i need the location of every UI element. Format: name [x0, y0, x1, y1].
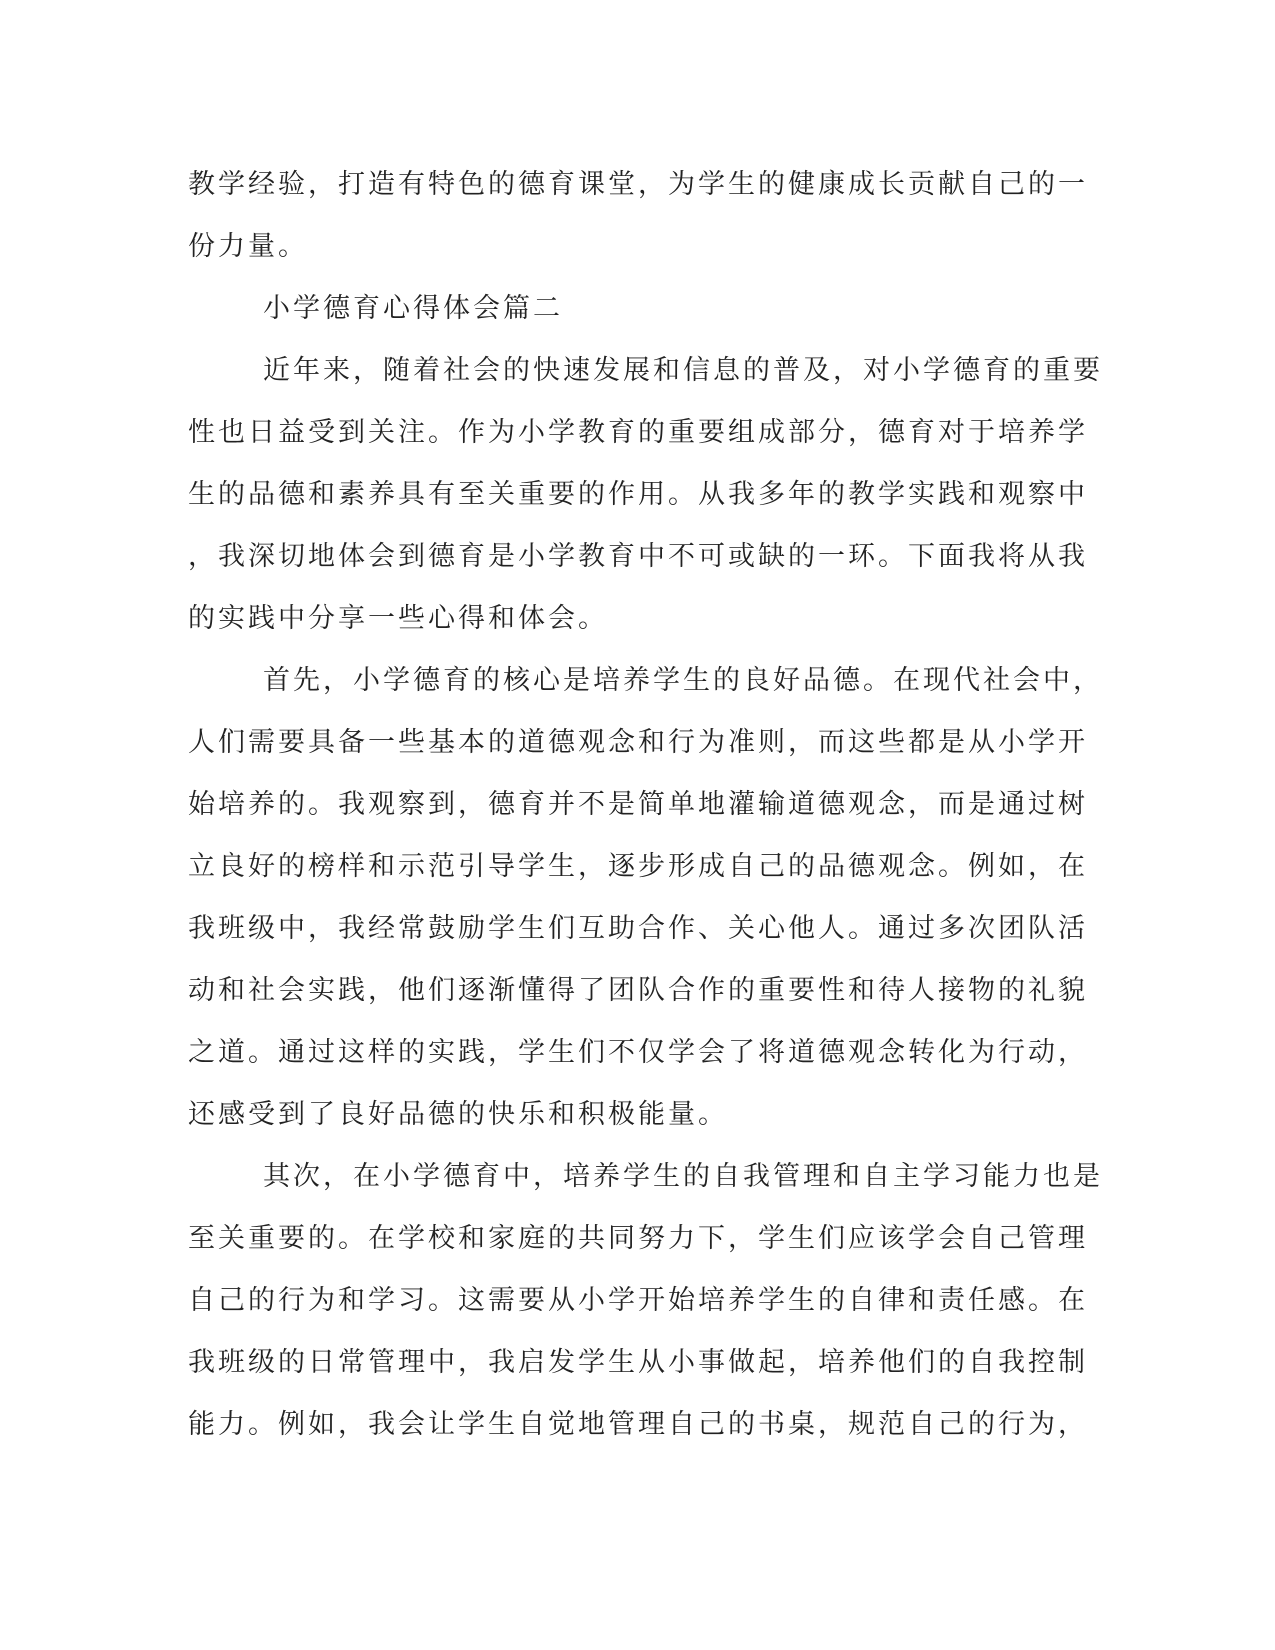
text-line-17: 其次，在小学德育中，培养学生的自我管理和自主学习能力也是	[263, 1161, 1103, 1192]
text-line-13: 我班级中，我经常鼓励学生们互助合作、关心他人。通过多次团队活	[188, 913, 1088, 944]
text-line-5: 性也日益受到关注。作为小学教育的重要组成部分，德育对于培养学	[188, 417, 1088, 448]
text-line-6: 生的品德和素养具有至关重要的作用。从我多年的教学实践和观察中	[188, 479, 1088, 510]
text-line-21: 能力。例如，我会让学生自觉地管理自己的书桌，规范自己的行为，	[188, 1409, 1088, 1440]
text-line-12: 立良好的榜样和示范引导学生，逐步形成自己的品德观念。例如，在	[188, 851, 1088, 882]
text-line-14: 动和社会实践，他们逐渐懂得了团队合作的重要性和待人接物的礼貌	[188, 975, 1088, 1006]
text-line-20: 我班级的日常管理中，我启发学生从小事做起，培养他们的自我控制	[188, 1347, 1088, 1378]
text-line-15: 之道。通过这样的实践，学生们不仅学会了将道德观念转化为行动，	[188, 1037, 1088, 1068]
section-heading: 小学德育心得体会篇二	[263, 293, 563, 324]
text-line-9: 首先，小学德育的核心是培养学生的良好品德。在现代社会中，	[263, 665, 1103, 696]
document-body	[188, 154, 1103, 1456]
text-line-2: 份力量。	[188, 231, 308, 262]
text-line-18: 至关重要的。在学校和家庭的共同努力下，学生们应该学会自己管理	[188, 1223, 1088, 1254]
text-line-1: 教学经验，打造有特色的德育课堂，为学生的健康成长贡献自己的一	[188, 169, 1088, 200]
text-line-19: 自己的行为和学习。这需要从小学开始培养学生的自律和责任感。在	[188, 1285, 1088, 1316]
text-line-7: ，我深切地体会到德育是小学教育中不可或缺的一环。下面我将从我	[188, 541, 1088, 572]
text-line-11: 始培养的。我观察到，德育并不是简单地灌输道德观念，而是通过树	[188, 789, 1088, 820]
text-line-10: 人们需要具备一些基本的道德观念和行为准则，而这些都是从小学开	[188, 727, 1088, 758]
text-line-8: 的实践中分享一些心得和体会。	[188, 603, 608, 634]
text-line-4: 近年来，随着社会的快速发展和信息的普及，对小学德育的重要	[263, 355, 1103, 386]
text-line-16: 还感受到了良好品德的快乐和积极能量。	[188, 1099, 728, 1130]
